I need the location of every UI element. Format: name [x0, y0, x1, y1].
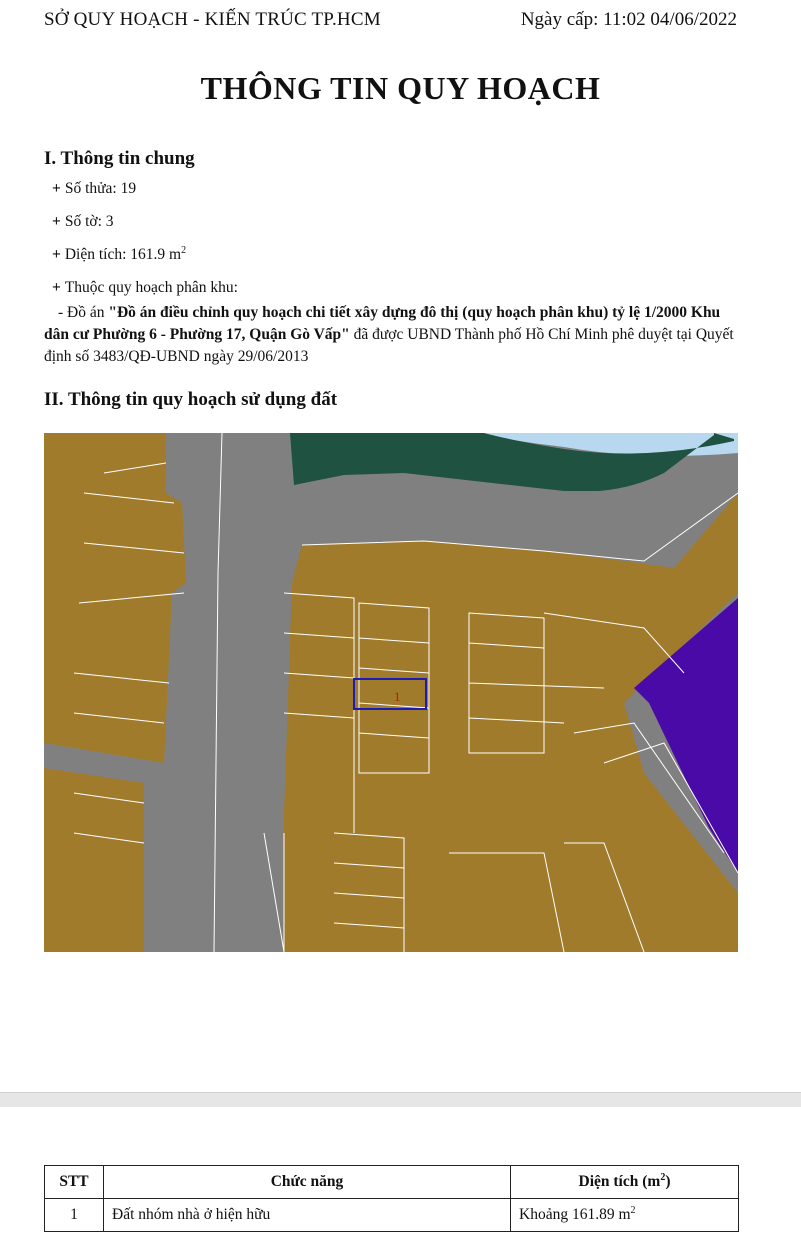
land-use-map[interactable]	[44, 433, 738, 952]
row-area	[511, 1199, 739, 1232]
plus-icon: +	[52, 246, 61, 264]
land-use-table	[44, 1165, 739, 1232]
page-title: THÔNG TIN QUY HOẠCH	[200, 70, 601, 106]
area-item	[52, 245, 186, 264]
table-row	[45, 1199, 739, 1232]
header-area-sup: 2	[660, 1172, 666, 1184]
lot-number: Số thửa: 19	[64, 180, 137, 197]
plus-icon: +	[52, 279, 61, 296]
agency-name: SỞ QUY HOẠCH - KIẾN TRÚC TP.HCM	[44, 9, 381, 30]
target-parcel-label: 1	[394, 689, 401, 704]
project-name: "Đồ án điều chỉnh quy hoạch chi tiết xây dựng đô thị (quy hoạch phân khu) tỷ lệ 1/2000 Khu dân cư Phường 6 - Phường 17, Quận Gò Vấp"	[44, 304, 721, 343]
project-suffix: đã được UBND Thành phố Hồ Chí Minh phê duyệt tại Quyết định số 3483/QĐ-UBND ngày 29/06/2013	[44, 326, 734, 365]
project-description	[44, 302, 744, 368]
header-area-text: Diện tích (m	[578, 1173, 661, 1191]
area-unit-sup: 2	[181, 245, 187, 256]
row-stt: 1	[45, 1199, 104, 1232]
header-area	[511, 1166, 739, 1199]
row-function: Đất nhóm nhà ở hiện hữu	[104, 1199, 511, 1232]
page-divider	[0, 1092, 801, 1108]
zone-label: Thuộc quy hoạch phân khu:	[64, 279, 238, 296]
residential-block-west	[44, 433, 186, 763]
table-header-row	[45, 1166, 739, 1199]
row-area-text: Khoảng 161.89 m	[519, 1206, 631, 1224]
zone-item	[52, 279, 238, 297]
sheet-number-item	[52, 213, 114, 231]
sheet-number: Số tờ: 3	[64, 213, 114, 230]
section-general-heading: I. Thông tin chung	[44, 148, 195, 169]
issue-date: Ngày cấp: 11:02 04/06/2022	[520, 9, 737, 30]
plus-icon: +	[52, 180, 61, 197]
header-area-close: )	[665, 1173, 671, 1191]
area-value: Diện tích: 161.9 m	[64, 246, 182, 264]
header-function: Chức năng	[104, 1166, 511, 1199]
project-prefix: - Đồ án	[58, 304, 109, 321]
lot-number-item	[52, 180, 136, 198]
land-use-map-svg	[44, 433, 738, 952]
section-landuse-heading: II. Thông tin quy hoạch sử dụng đất	[44, 389, 338, 410]
header-stt: STT	[45, 1166, 104, 1199]
plus-icon: +	[52, 213, 61, 230]
document-page-2	[0, 1107, 801, 1256]
row-area-sup: 2	[630, 1205, 636, 1217]
